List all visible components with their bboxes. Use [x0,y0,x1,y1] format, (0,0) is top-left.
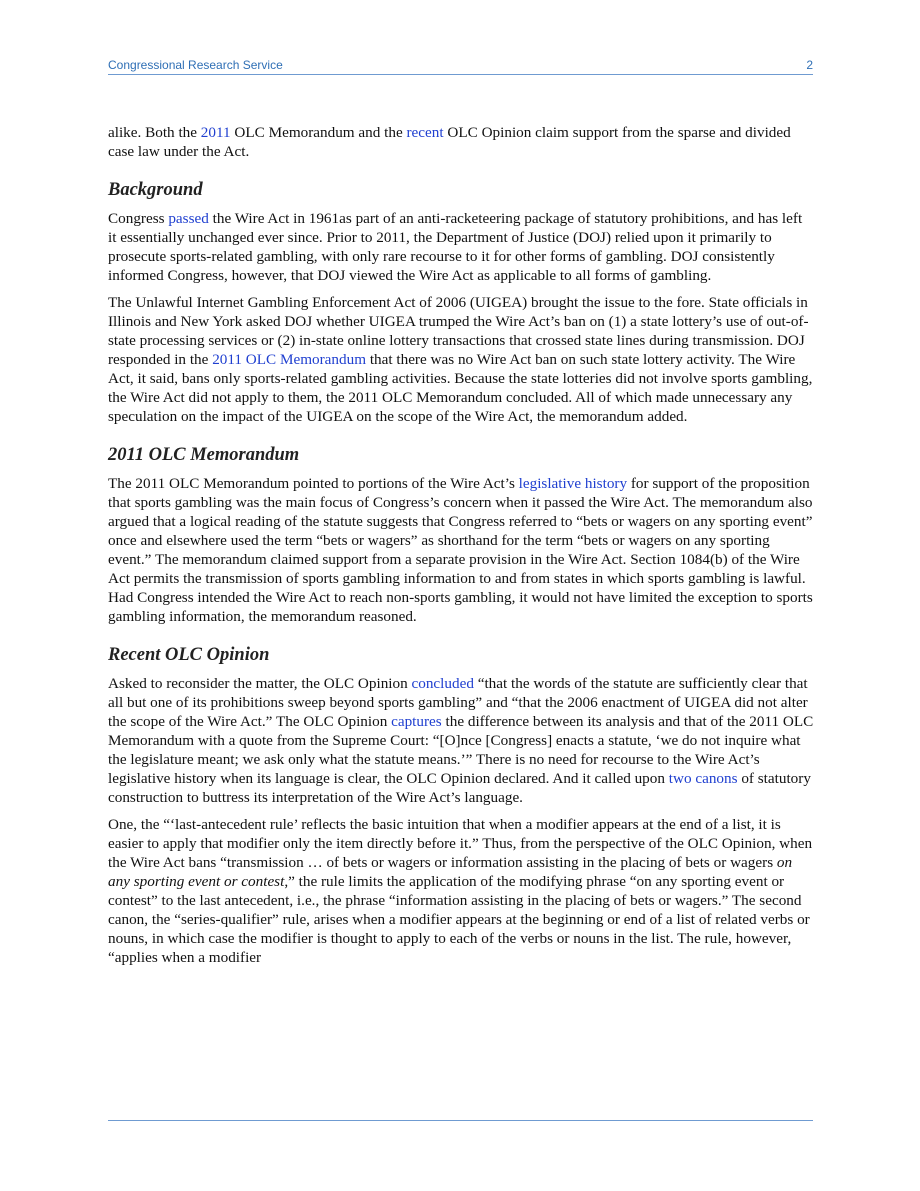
link-legislative-history[interactable]: legislative history [518,475,628,492]
document-body [108,123,814,975]
text-run: the Wire Act in 1961as part of an anti-racketeering package of statutory prohibitions, and has left it essentially unchanged ever since. Prior to 2011, the Department of Justice (DOJ) relied upon it primarily to prosecute sports-related gambling, with only rare recourse to it for other forms of gambling. DOJ consistently informed Congress, however, that DOJ viewed the Wire Act as applicable to all forms of gambling. [108,210,803,284]
text-run: OLC Memorandum and the [230,124,407,141]
heading-2011-olc-memorandum: 2011 OLC Memorandum [108,445,300,465]
link-captures[interactable]: captures [391,713,442,730]
text-run: alike. Both the [108,124,201,141]
text-run: Congress [108,210,169,227]
link-passed[interactable]: passed [168,210,209,227]
text-run: ,” the rule limits the application of the modifying phrase “on any sporting event or contest” to the last antecedent, i.e., the phrase “information assisting in the placing of bets or wagers.” The second canon, the “series-qualifier” rule, arises when a modifier appears at the beginning or end of a list of related verbs or nouns, in which case the modifier is thought to apply to each of the verbs or nouns in the list. The rule, however, “applies when a modifier [108,873,810,966]
page-header [108,58,813,75]
footer-divider [108,1120,813,1121]
opinion-paragraph-1 [108,674,814,807]
text-run: Asked to reconsider the matter, the OLC Opinion [108,675,412,692]
text-run: The Unlawful Internet Gambling Enforcement Act of 2006 (UIGEA) brought the issue to the fore. State officials in Illinois and New York asked DOJ whether UIGEA trumped the Wire Act’s ban on (1) a state lottery’s use of out-of-state processing services or (2) in-state online lottery transactions that crossed state lines during transmission. DOJ responded in the [108,294,809,368]
link-concluded[interactable]: concluded [411,675,474,692]
background-paragraph-2 [108,293,814,426]
text-run: “that the words of the statute are sufficiently clear that all but one of its prohibitions sweep beyond sports gambling” and “that the 2006 enactment of UIGEA did not alter the scope of the Wire Act.” The OLC Opinion [108,675,808,730]
text-run: The 2011 OLC Memorandum pointed to portions of the Wire Act’s [108,475,519,492]
heading-background: Background [108,180,203,200]
intro-paragraph [108,123,814,161]
link-recent-opinion[interactable]: recent [406,124,444,141]
text-run: the difference between its analysis and that of the 2011 OLC Memorandum with a quote from the Supreme Court: “[O]nce [Congress] enacts a statute, ‘we do not inquire what the legislature meant; we ask only what the statute means.’” There is no need for recourse to the Wire Act’s legislative history when its language is clear, the OLC Opinion declared. And it called upon [108,713,814,787]
text-run: of statutory construction to buttress its interpretation of the Wire Act’s language. [108,770,811,806]
link-2011-olc-memorandum[interactable]: 2011 OLC Memorandum [212,351,367,368]
page-number: 2 [806,58,813,72]
header-organization: Congressional Research Service [108,58,283,72]
text-run: One, the “‘last-antecedent rule’ reflects the basic intuition that when a modifier appears at the end of a list, it is easier to apply that modifier only the item directly before it.” Thus, from the perspective of the OLC Opinion, when the Wire Act bans “transmission … of bets or wagers or information assisting in the placing of bets or wagers [108,816,813,871]
link-two-canons[interactable]: two canons [668,770,738,787]
text-run: that there was no Wire Act ban on such state lottery activity. The Wire Act, it said, bans only sports-related gambling activities. Because the state lotteries did not involve sports gambling, the Wire Act did not apply to them, the 2011 OLC Memorandum concluded. All of which made unnecessary any speculation on the impact of the UIGEA on the scope of the Wire Act, the memorandum added. [108,351,813,425]
memorandum-paragraph [108,474,814,626]
background-paragraph-1 [108,209,814,285]
heading-recent-olc-opinion: Recent OLC Opinion [108,645,270,665]
text-run: for support of the proposition that sports gambling was the main focus of Congress’s concern when it passed the Wire Act. The memorandum also argued that a logical reading of the statute suggests that Congress referred to “bets or wagers on any sporting event” once and elsewhere used the term “bets or wagers” as shorthand for the term “bets or wagers on any sporting event.” The memorandum claimed support from a separate provision in the Wire Act. Section 1084(b) of the Wire Act permits the transmission of sports gambling information to and from states in which sports gambling is lawful. Had Congress intended the Wire Act to reach non-sports gambling, it would not have limited the exception to sports gambling information, the memorandum reasoned. [108,475,813,625]
opinion-paragraph-2 [108,815,814,967]
italic-phrase: on any sporting event or contest [108,854,793,890]
text-run: OLC Opinion claim support from the sparse and divided case law under the Act. [108,124,791,160]
link-2011-memorandum[interactable]: 2011 [200,124,231,141]
